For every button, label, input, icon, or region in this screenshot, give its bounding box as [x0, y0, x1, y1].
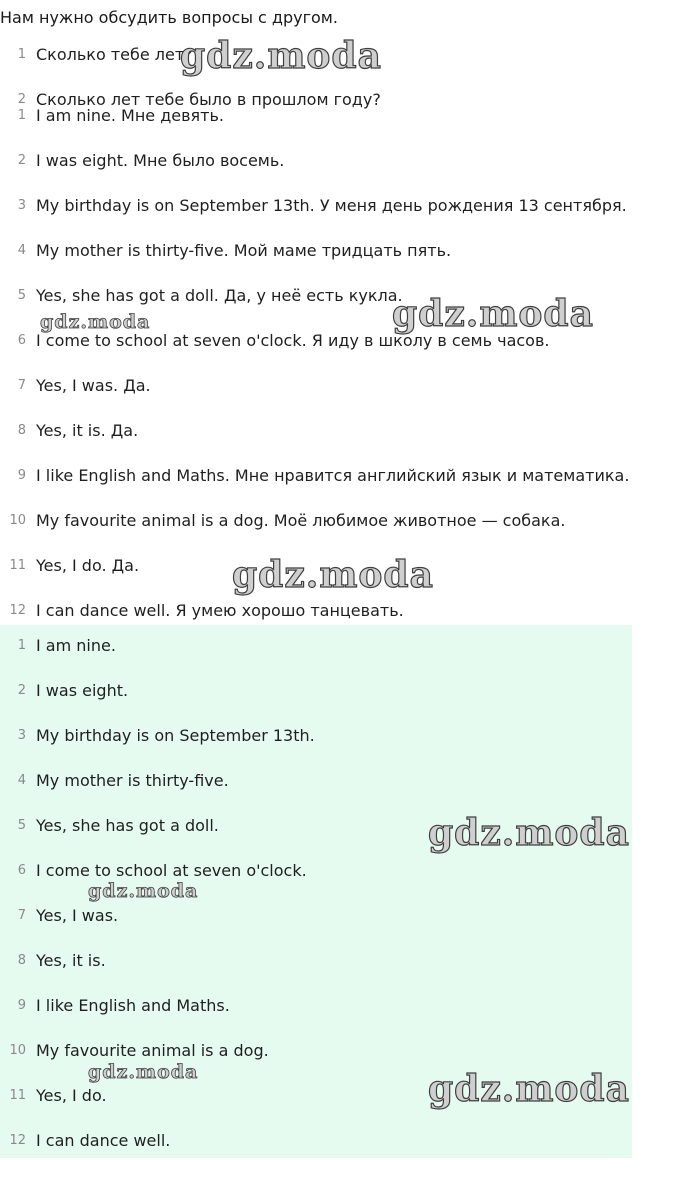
watermark-logo: gdz.moda — [180, 35, 382, 77]
item-number: 7 — [17, 908, 26, 923]
item-text: I am nine. Мне девять. — [36, 106, 225, 125]
item-text: My mother is thirty-five. Мой маме тридцать пять. — [36, 241, 452, 260]
item-text: Yes, she has got a doll. — [36, 816, 219, 835]
item-text: Yes, I do. Да. — [36, 556, 140, 575]
item-text: Yes, it is. Да. — [36, 421, 139, 440]
item-text: Yes, I do. — [36, 1086, 107, 1105]
item-text: My favourite animal is a dog. Моё любимое животное — собака. — [36, 511, 566, 530]
watermark-logo: gdz.moda — [88, 1061, 199, 1083]
item-number: 3 — [17, 728, 26, 743]
list-item — [0, 985, 632, 1030]
watermark-logo: gdz.moda — [428, 812, 630, 854]
list-item — [0, 455, 680, 500]
item-number: 11 — [9, 1088, 26, 1103]
item-number: 10 — [9, 513, 26, 528]
item-number: 2 — [17, 683, 26, 698]
item-number: 8 — [17, 953, 26, 968]
item-number: 1 — [17, 638, 26, 653]
watermark-logo: gdz.moda — [392, 293, 594, 335]
item-text: Сколько лет тебе было в прошлом году? — [36, 90, 381, 109]
item-number: 3 — [17, 198, 26, 213]
list-item — [0, 185, 680, 230]
item-number: 2 — [17, 92, 26, 107]
item-text: I am nine. — [36, 636, 116, 655]
item-text: Yes, it is. — [36, 951, 106, 970]
item-text: I like English and Maths. Мне нравится английский язык и математика. — [36, 466, 630, 485]
item-text: I come to school at seven o'clock. Я иду в школу в семь часов. — [36, 331, 550, 350]
item-text: Yes, I was. — [36, 906, 119, 925]
list-item — [0, 625, 632, 670]
item-number: 11 — [9, 558, 26, 573]
list-item — [0, 140, 680, 185]
item-number: 1 — [17, 108, 26, 123]
list-item — [0, 500, 680, 545]
item-text: I can dance well. — [36, 1131, 171, 1150]
item-text: I can dance well. Я умею хорошо танцевать. — [36, 601, 404, 620]
item-text: Yes, she has got a doll. Да, у неё есть кукла. — [36, 286, 403, 305]
watermark-logo: gdz.moda — [40, 311, 151, 333]
item-number: 6 — [17, 333, 26, 348]
item-number: 4 — [17, 243, 26, 258]
item-text: My birthday is on September 13th. У меня день рождения 13 сентября. — [36, 196, 627, 215]
list-item — [0, 95, 680, 140]
item-number: 12 — [9, 1133, 26, 1148]
item-number: 5 — [17, 288, 26, 303]
list-item — [0, 1120, 632, 1165]
item-number: 12 — [9, 603, 26, 618]
item-number: 9 — [17, 998, 26, 1013]
list-item — [0, 715, 632, 760]
list-item — [0, 670, 632, 715]
list-item — [0, 760, 632, 805]
item-text: I was eight. Мне было восемь. — [36, 151, 285, 170]
list-item — [0, 365, 680, 410]
list-item — [0, 410, 680, 455]
list-item — [0, 940, 632, 985]
watermark-logo: gdz.moda — [88, 880, 199, 902]
item-number: 2 — [17, 153, 26, 168]
item-number: 7 — [17, 378, 26, 393]
item-text: My birthday is on September 13th. — [36, 726, 315, 745]
list-item — [0, 230, 680, 275]
item-text: I come to school at seven o'clock. — [36, 861, 307, 880]
watermark-logo: gdz.moda — [428, 1068, 630, 1110]
item-text: I like English and Maths. — [36, 996, 230, 1015]
item-text: I was eight. — [36, 681, 129, 700]
item-number: 4 — [17, 773, 26, 788]
item-text: My mother is thirty-five. — [36, 771, 229, 790]
item-text: Сколько тебе лет? — [36, 45, 193, 64]
watermark-logo: gdz.moda — [232, 554, 434, 596]
item-number: 6 — [17, 863, 26, 878]
item-number: 5 — [17, 818, 26, 833]
item-number: 9 — [17, 468, 26, 483]
item-number: 8 — [17, 423, 26, 438]
item-text: Yes, I was. Да. — [36, 376, 151, 395]
intro-text: Нам нужно обсудить вопросы с другом. — [0, 8, 338, 27]
item-number: 10 — [9, 1043, 26, 1058]
item-text: My favourite animal is a dog. — [36, 1041, 269, 1060]
item-number: 1 — [17, 47, 26, 62]
